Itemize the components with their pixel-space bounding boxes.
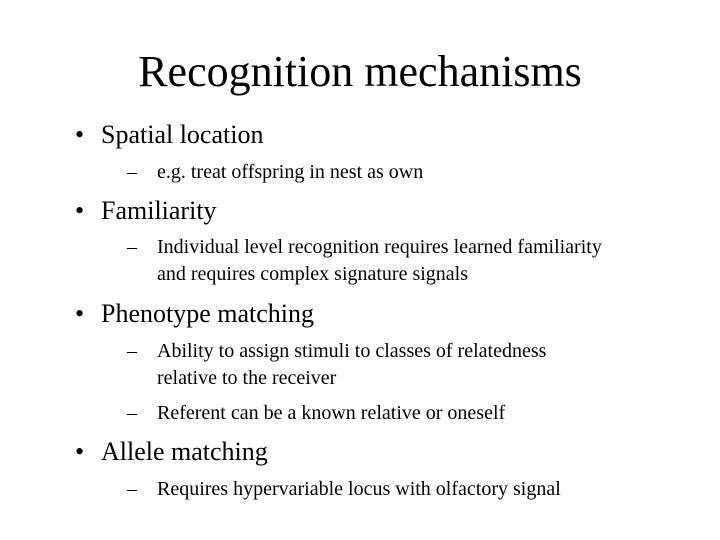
bullet-familiarity <box>75 196 217 226</box>
sub-bullet-line: Ability to assign stimuli to classes of relatedness <box>157 340 547 362</box>
dash-icon: – <box>127 161 137 183</box>
bullet-point-icon: • <box>75 196 85 225</box>
bullet-phenotype-matching <box>75 299 314 329</box>
sub-bullet-line: and requires complex signature signals <box>157 263 469 285</box>
bullet-point-icon: • <box>75 120 85 149</box>
bullet-spatial-location <box>75 120 263 150</box>
dash-icon: – <box>127 340 137 362</box>
sub-bullet-familiarity-1 <box>127 234 602 288</box>
bullet-point-icon: • <box>75 299 85 328</box>
dash-icon: – <box>127 478 137 500</box>
sub-bullet-spatial-location-1 <box>127 159 423 186</box>
sub-bullet-phenotype-matching-2 <box>127 400 505 427</box>
sub-bullet-allele-matching-1 <box>127 476 561 503</box>
bullet-allele-matching <box>75 437 268 467</box>
sub-bullet-line: Requires hypervariable locus with olfactory signal <box>157 478 561 500</box>
sub-bullet-line: e.g. treat offspring in nest as own <box>157 161 424 183</box>
dash-icon: – <box>127 236 137 258</box>
bullet-label: Spatial location <box>101 120 264 149</box>
sub-bullet-line: Referent can be a known relative or oneself <box>157 402 506 424</box>
bullet-label: Phenotype matching <box>101 299 315 328</box>
sub-bullet-line: Individual level recognition requires learned familiarity <box>157 236 602 258</box>
sub-bullet-phenotype-matching-1 <box>127 338 546 392</box>
dash-icon: – <box>127 402 137 424</box>
bullet-label: Familiarity <box>101 196 217 225</box>
bullet-point-icon: • <box>75 437 85 466</box>
bullet-label: Allele matching <box>101 437 268 466</box>
slide-title: Recognition mechanisms <box>138 47 582 96</box>
sub-bullet-line: relative to the receiver <box>157 367 337 389</box>
